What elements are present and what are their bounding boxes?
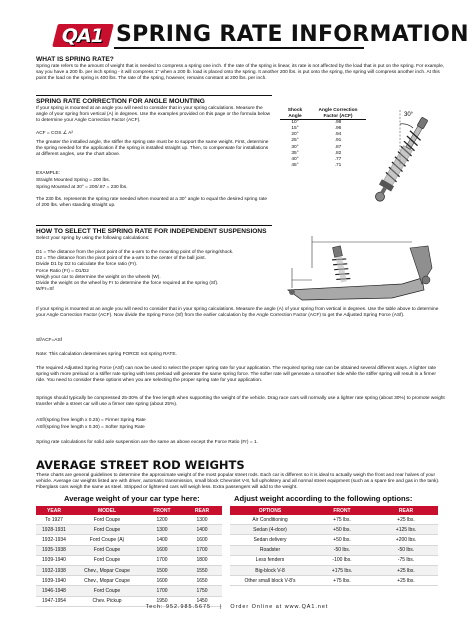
table-row <box>36 525 222 535</box>
table-row <box>36 586 222 596</box>
col-options: OPTIONS <box>230 506 310 515</box>
table-row <box>230 535 438 545</box>
example-label: EXAMPLE: <box>36 171 60 176</box>
table-cell: 1600 <box>142 545 182 555</box>
solid-axle-note: Spring rate calculations for solid axle suspension are the same as above except the Force Ratio (Fr) = 1. <box>36 440 258 445</box>
col-front: FRONT <box>310 506 374 515</box>
example-conclusion: The 230 lbs. represents the spring rate needed when mounted at a 30° angle to equal the desired spring rate of 200 lbs. when standing straight up. <box>36 197 267 209</box>
col-front: FRONT <box>142 506 182 515</box>
angle-row <box>280 163 366 169</box>
table-cell: +125 lbs. <box>374 525 438 535</box>
table-cell: -50 lbs. <box>310 545 374 555</box>
softer-formula: ASf/(spring free length x 0.30) = Softer Spring Rate <box>36 425 145 430</box>
table-row <box>230 515 438 525</box>
calc-step: Divide the weight on the wheel by Fr to determine the force required at the spring (Sf). <box>36 281 219 287</box>
example-line-2: Spring Mounted at 30° = 200/.87 = 230 lbs. <box>36 185 128 190</box>
angle-correction-table <box>280 108 366 169</box>
table-cell: 30° <box>291 144 299 150</box>
angle-intro: If your spring is mounted at an angle you will need to consider that in your spring calculations. Measure the angle of your spring from vertical (A) in degrees. Use the examples provided on this page or the formula below to determine your Angle Correction Factor (ACF). <box>36 106 271 124</box>
table-row <box>230 525 438 535</box>
weights-subtitle: Average weight of your car type here: <box>64 494 200 503</box>
table-cell: 45° <box>291 162 299 168</box>
adjust-subtitle: Adjust weight according to the following options: <box>234 494 413 503</box>
table-row <box>230 555 438 565</box>
table-cell: +175 lbs. <box>310 565 374 575</box>
table-cell: 1950 <box>142 596 182 606</box>
table-cell: Chev., Mopar Coupe <box>72 565 142 575</box>
table-cell: Chev., Mopar Coupe <box>72 576 142 586</box>
table-cell: Less fenders <box>230 555 310 565</box>
section-rule <box>36 95 272 96</box>
table-cell: Ford Coupe <box>72 525 142 535</box>
adjusted-force-text: The required Adjusted Spring Force (ASf) can now be used to select the proper spring rate for your application. The required spring rate can be obtained several different ways. A lighter rate spring with more preload or a stiffer rate spring with less preload will generate the same spring force. The softer rate will generate a smoother ride while the stiffer spring will result in a firmer ride. You need to consider these options when you are selecting the proper spring rate for your application. <box>36 366 437 384</box>
table-cell: 1935-1938 <box>36 545 72 555</box>
table-cell: To 1927 <box>36 515 72 525</box>
table-cell: Roadster <box>230 545 310 555</box>
table-cell: Ford Coupe <box>72 586 142 596</box>
sag-text: Springs should typically be compressed 25-30% of the free length when supporting the weight of the vehicle. Drag race cars will normally use a lighter rate spring (about 30%) to promote weight transfer while a street car will use a firmer rate spring (about 25%). <box>36 396 445 408</box>
acf-formula: ACF = COS ∠ A² <box>36 131 73 136</box>
table-cell: 1450 <box>182 596 222 606</box>
table-cell: +50 lbs. <box>310 535 374 545</box>
table-cell: .77 <box>334 156 342 162</box>
table-cell: 1939-1940 <box>36 576 72 586</box>
table-cell: 1750 <box>182 586 222 596</box>
table-cell: 1550 <box>182 565 222 575</box>
force-note: Note: This calculation determines spring FORCE not spring RATE. <box>36 352 177 357</box>
table-cell: +50 lbs. <box>310 525 374 535</box>
calc-step: D1 = The distance from the pivot point of the a-arm to the mounting point of the spring/shock. <box>36 250 234 255</box>
table-cell: 1300 <box>182 515 222 525</box>
a-arm-suspension-diagram <box>282 228 442 306</box>
table-cell: +200 lbs. <box>374 535 438 545</box>
table-cell: .91 <box>334 138 342 144</box>
angled-shock-diagram <box>360 106 440 218</box>
table-cell: 35° <box>291 150 299 156</box>
table-cell: 1800 <box>182 555 222 565</box>
table-row <box>36 576 222 586</box>
table-row <box>36 555 222 565</box>
calc-intro: Select your spring by using the following calculations: <box>36 236 150 241</box>
table-cell: Sedan (4-door) <box>230 525 310 535</box>
spring-rate-definition: Spring rate refers to the amount of weight that is needed to compress a spring one inch. If the rate of the spring is linear, its rate is not affected by the load that is put on the spring. For example, say you have a 200 lb. per inch spring - it will compress 1" when a 200 lb. load is placed onto the spring. It another 200 lbs. is put onto the spring, the spring will compress another inch. At this point the load on the spring is 400 lbs. The rate of the spring, however, remains constant at 200 lbs. per inch. <box>36 64 445 82</box>
table-row <box>230 576 438 586</box>
table-cell: Ford Coupe <box>72 515 142 525</box>
firmer-formula: ASf/(spring free length x 0.25) = Firmer Spring Rate <box>36 418 146 423</box>
table-cell: Ford Coupe (A) <box>72 535 142 545</box>
table-cell: .96 <box>334 126 342 132</box>
table-cell: 20° <box>291 132 299 138</box>
table-cell: 40° <box>291 156 299 162</box>
table-cell: 1932-1934 <box>36 535 72 545</box>
table-cell: 1947-1954 <box>36 596 72 606</box>
table-cell: Ford Coupe <box>72 555 142 565</box>
col-shock-angle: Shock Angle <box>280 108 310 120</box>
table-cell: 10° <box>291 120 299 126</box>
table-cell: .94 <box>334 132 342 138</box>
table-cell: +25 lbs. <box>374 576 438 586</box>
col-acf: Angle Correction Factor (ACF) <box>310 108 366 120</box>
calc-steps <box>36 250 276 293</box>
heading-independent-suspensions: HOW TO SELECT THE SPRING RATE FOR INDEPENDENT SUSPENSIONS <box>36 228 267 235</box>
table-cell: Big-block V-8 <box>230 565 310 575</box>
table-cell: 15° <box>291 126 299 132</box>
weights-description: These charts are general guidelines to determine the approximate weight of the most popular street rods. Each car is different so it is ideal to actually weigh the front and rear halves of your vehicle. Average car weights listed are with driver, automatic transmission, small block Chevrolet V-8, full upholstery and all normal street equipment (such as a spare tire and gas in the tank). Fiberglass cars weigh the same as steel. Stripped or lightened cars will weigh less. Extra passengers will add to the weight. <box>36 473 440 491</box>
heading-what-is-spring-rate: WHAT IS SPRING RATE? <box>36 56 114 63</box>
table-cell: +25 lbs. <box>374 565 438 575</box>
table-cell: 1932-1938 <box>36 565 72 575</box>
table-cell: .71 <box>334 162 342 168</box>
table-cell: 1500 <box>142 565 182 575</box>
example-line-1: Straight Mounted Spring = 200 lbs. <box>36 178 110 183</box>
title-underline <box>114 47 364 49</box>
table-cell: 1928-1931 <box>36 525 72 535</box>
order-online-link[interactable]: Order Online at www.QA1.net <box>230 604 329 610</box>
table-cell: 1600 <box>182 535 222 545</box>
table-row <box>36 565 222 575</box>
table-cell: 1700 <box>182 545 222 555</box>
table-cell: 1300 <box>142 525 182 535</box>
page-title: SPRING RATE INFORMATION <box>116 22 469 47</box>
table-cell: Sedan delivery <box>230 535 310 545</box>
table-cell: Chev. Pickup <box>72 596 142 606</box>
table-cell: 1700 <box>142 555 182 565</box>
heading-average-weights: AVERAGE STREET ROD WEIGHTS <box>36 458 245 472</box>
table-cell: Other small block V-8's <box>230 576 310 586</box>
table-cell: 1939-1940 <box>36 555 72 565</box>
table-cell: -75 lbs. <box>374 555 438 565</box>
table-cell: 1200 <box>142 515 182 525</box>
table-cell: +75 lbs. <box>310 576 374 586</box>
table-cell: 1946-1948 <box>36 586 72 596</box>
tech-phone: Tech: 952.985.5675 <box>145 604 211 610</box>
table-cell: 1400 <box>142 535 182 545</box>
section-rule <box>36 225 272 226</box>
calc-step: W/Fr=Sf <box>36 287 54 293</box>
col-year: YEAR <box>36 506 72 515</box>
table-cell: .87 <box>334 144 342 150</box>
angle-label: 30° <box>404 112 414 118</box>
table-cell: .98 <box>334 120 342 126</box>
table-cell: 1600 <box>142 576 182 586</box>
acf-adjustment-text: If your spring is mounted at an angle you will need to consider that in your spring calculations. Measure the angle (A) of your spring from vertical in degrees. Use the table above to determine your Angle Correction Factor (ACF). Now divide the Spring Force (Sf) from the earlier calculation by the Angle Correction Factor (ACF) to get the Adjusted Spring Force (ASf). <box>36 307 439 319</box>
table-row <box>230 565 438 575</box>
table-cell: +25 lbs. <box>374 515 438 525</box>
table-cell: 1700 <box>142 586 182 596</box>
table-cell: Air Conditioning <box>230 515 310 525</box>
footer <box>0 604 474 610</box>
col-rear: REAR <box>374 506 438 515</box>
calc-step: Weigh your car to determine the weight on the wheels (W). <box>36 274 161 280</box>
col-model: MODEL <box>72 506 142 515</box>
table-cell: 1650 <box>182 576 222 586</box>
col-rear: REAR <box>182 506 222 515</box>
calc-step: Divide D1 by D2 to calculate the force ratio (Fr). <box>36 262 138 268</box>
heading-angle-correction: SPRING RATE CORRECTION FOR ANGLE MOUNTING <box>36 98 205 105</box>
weight-adjust-table <box>230 506 438 586</box>
table-cell: +75 lbs. <box>310 515 374 525</box>
table-cell: -100 lbs. <box>310 555 374 565</box>
calc-step: D2 = The distance from the pivot point of the a-arm to the center of the ball joint. <box>36 256 206 262</box>
table-row <box>36 515 222 525</box>
car-weights-table <box>36 506 222 607</box>
table-row <box>36 545 222 555</box>
asf-formula: Sf/ACF=ASf <box>36 338 62 343</box>
table-cell: -50 lbs. <box>374 545 438 555</box>
footer-separator: | <box>219 604 222 610</box>
qa1-logo: QA1 <box>52 24 114 47</box>
table-row <box>230 545 438 555</box>
table-row <box>36 535 222 545</box>
table-cell: .82 <box>334 150 342 156</box>
calc-step: Force Ratio (Fr) = D1/D2 <box>36 268 89 274</box>
table-cell: 25° <box>291 138 299 144</box>
angle-explanation: The greater the installed angle, the stiffer the spring rate must be to support the same weight. First, determine the spring needed for the application if the spring is installed straight up. Then, to compensate for installations at different angles, use the chart above. <box>36 140 269 158</box>
table-cell: Ford Coupe <box>72 545 142 555</box>
table-cell: 1400 <box>182 525 222 535</box>
